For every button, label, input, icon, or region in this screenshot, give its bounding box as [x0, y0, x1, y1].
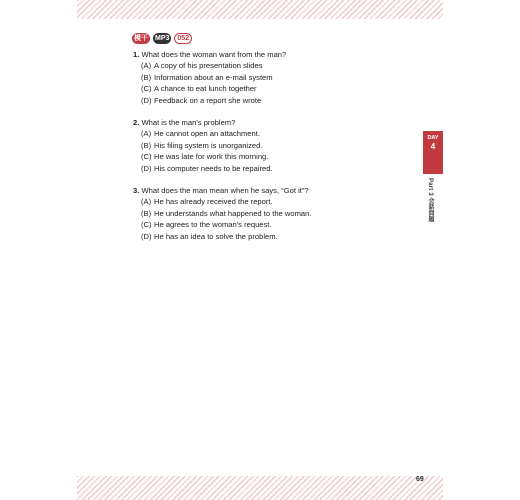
- option-letter: (D): [141, 163, 152, 173]
- answer-option: [141, 60, 413, 71]
- day-tab: [423, 131, 443, 174]
- answer-option: [141, 140, 413, 151]
- option-letter: (B): [141, 140, 152, 150]
- answer-option: [141, 151, 413, 162]
- option-text: His filing system is unorganized.: [154, 140, 263, 150]
- answer-options: [133, 196, 413, 242]
- answer-option: [141, 72, 413, 83]
- option-text: A copy of his presentation slides: [154, 61, 263, 71]
- option-letter: (A): [141, 129, 152, 139]
- answer-option: [141, 208, 413, 219]
- option-letter: (B): [141, 72, 152, 82]
- question-list: [133, 49, 413, 253]
- option-text: His computer needs to be repaired.: [154, 163, 273, 173]
- day-label: DAY: [427, 135, 439, 141]
- answer-options: [133, 60, 413, 106]
- audio-badges: [132, 33, 192, 44]
- question-text: What does the man mean when he says, “Got it”?: [141, 186, 309, 196]
- page-number: 69: [416, 476, 424, 483]
- option-letter: (C): [141, 84, 152, 94]
- option-text: A chance to eat lunch together: [154, 84, 257, 94]
- option-letter: (A): [141, 197, 152, 207]
- answer-option: [141, 219, 413, 230]
- answer-option: [141, 196, 413, 207]
- track-number-badge: 052: [174, 33, 192, 44]
- question-number: 2.: [133, 118, 140, 128]
- answer-option: [141, 163, 413, 174]
- option-text: He understands what happened to the woman.: [154, 208, 312, 218]
- example-badge: 模干: [134, 35, 148, 42]
- question-text: What does the woman want from the man?: [141, 50, 287, 59]
- answer-option: [141, 128, 413, 139]
- option-letter: (C): [141, 152, 152, 162]
- answer-option: [141, 231, 413, 242]
- option-letter: (C): [141, 220, 152, 230]
- question-3: [133, 185, 413, 242]
- question-number: 3.: [133, 186, 140, 196]
- top-decorative-band: [77, 0, 443, 19]
- question-1: [133, 49, 413, 106]
- option-text: Feedback on a report she wrote: [154, 95, 262, 105]
- answer-option: [141, 95, 413, 106]
- question-text: What is the man's problem?: [141, 118, 236, 128]
- option-text: He agrees to the woman's request.: [154, 220, 272, 230]
- option-letter: (D): [141, 95, 152, 105]
- option-text: He has already received the report.: [154, 197, 273, 207]
- answer-option: [141, 83, 413, 94]
- option-text: He was late for work this morning.: [154, 152, 269, 162]
- option-text: He has an idea to solve the problem.: [154, 231, 278, 241]
- option-text: He cannot open an attachment.: [154, 129, 260, 139]
- section-side-label: Part 3 会話問題: [427, 178, 433, 223]
- question-2: [133, 117, 413, 174]
- answer-options: [133, 128, 413, 174]
- mp3-badge: MP3: [155, 35, 170, 42]
- option-letter: (D): [141, 231, 152, 241]
- option-text: Information about an e-mail system: [154, 72, 273, 82]
- option-letter: (B): [141, 208, 152, 218]
- day-number: 4: [430, 141, 436, 151]
- bottom-decorative-band: [77, 476, 443, 500]
- option-letter: (A): [141, 61, 152, 71]
- question-number: 1.: [133, 50, 140, 59]
